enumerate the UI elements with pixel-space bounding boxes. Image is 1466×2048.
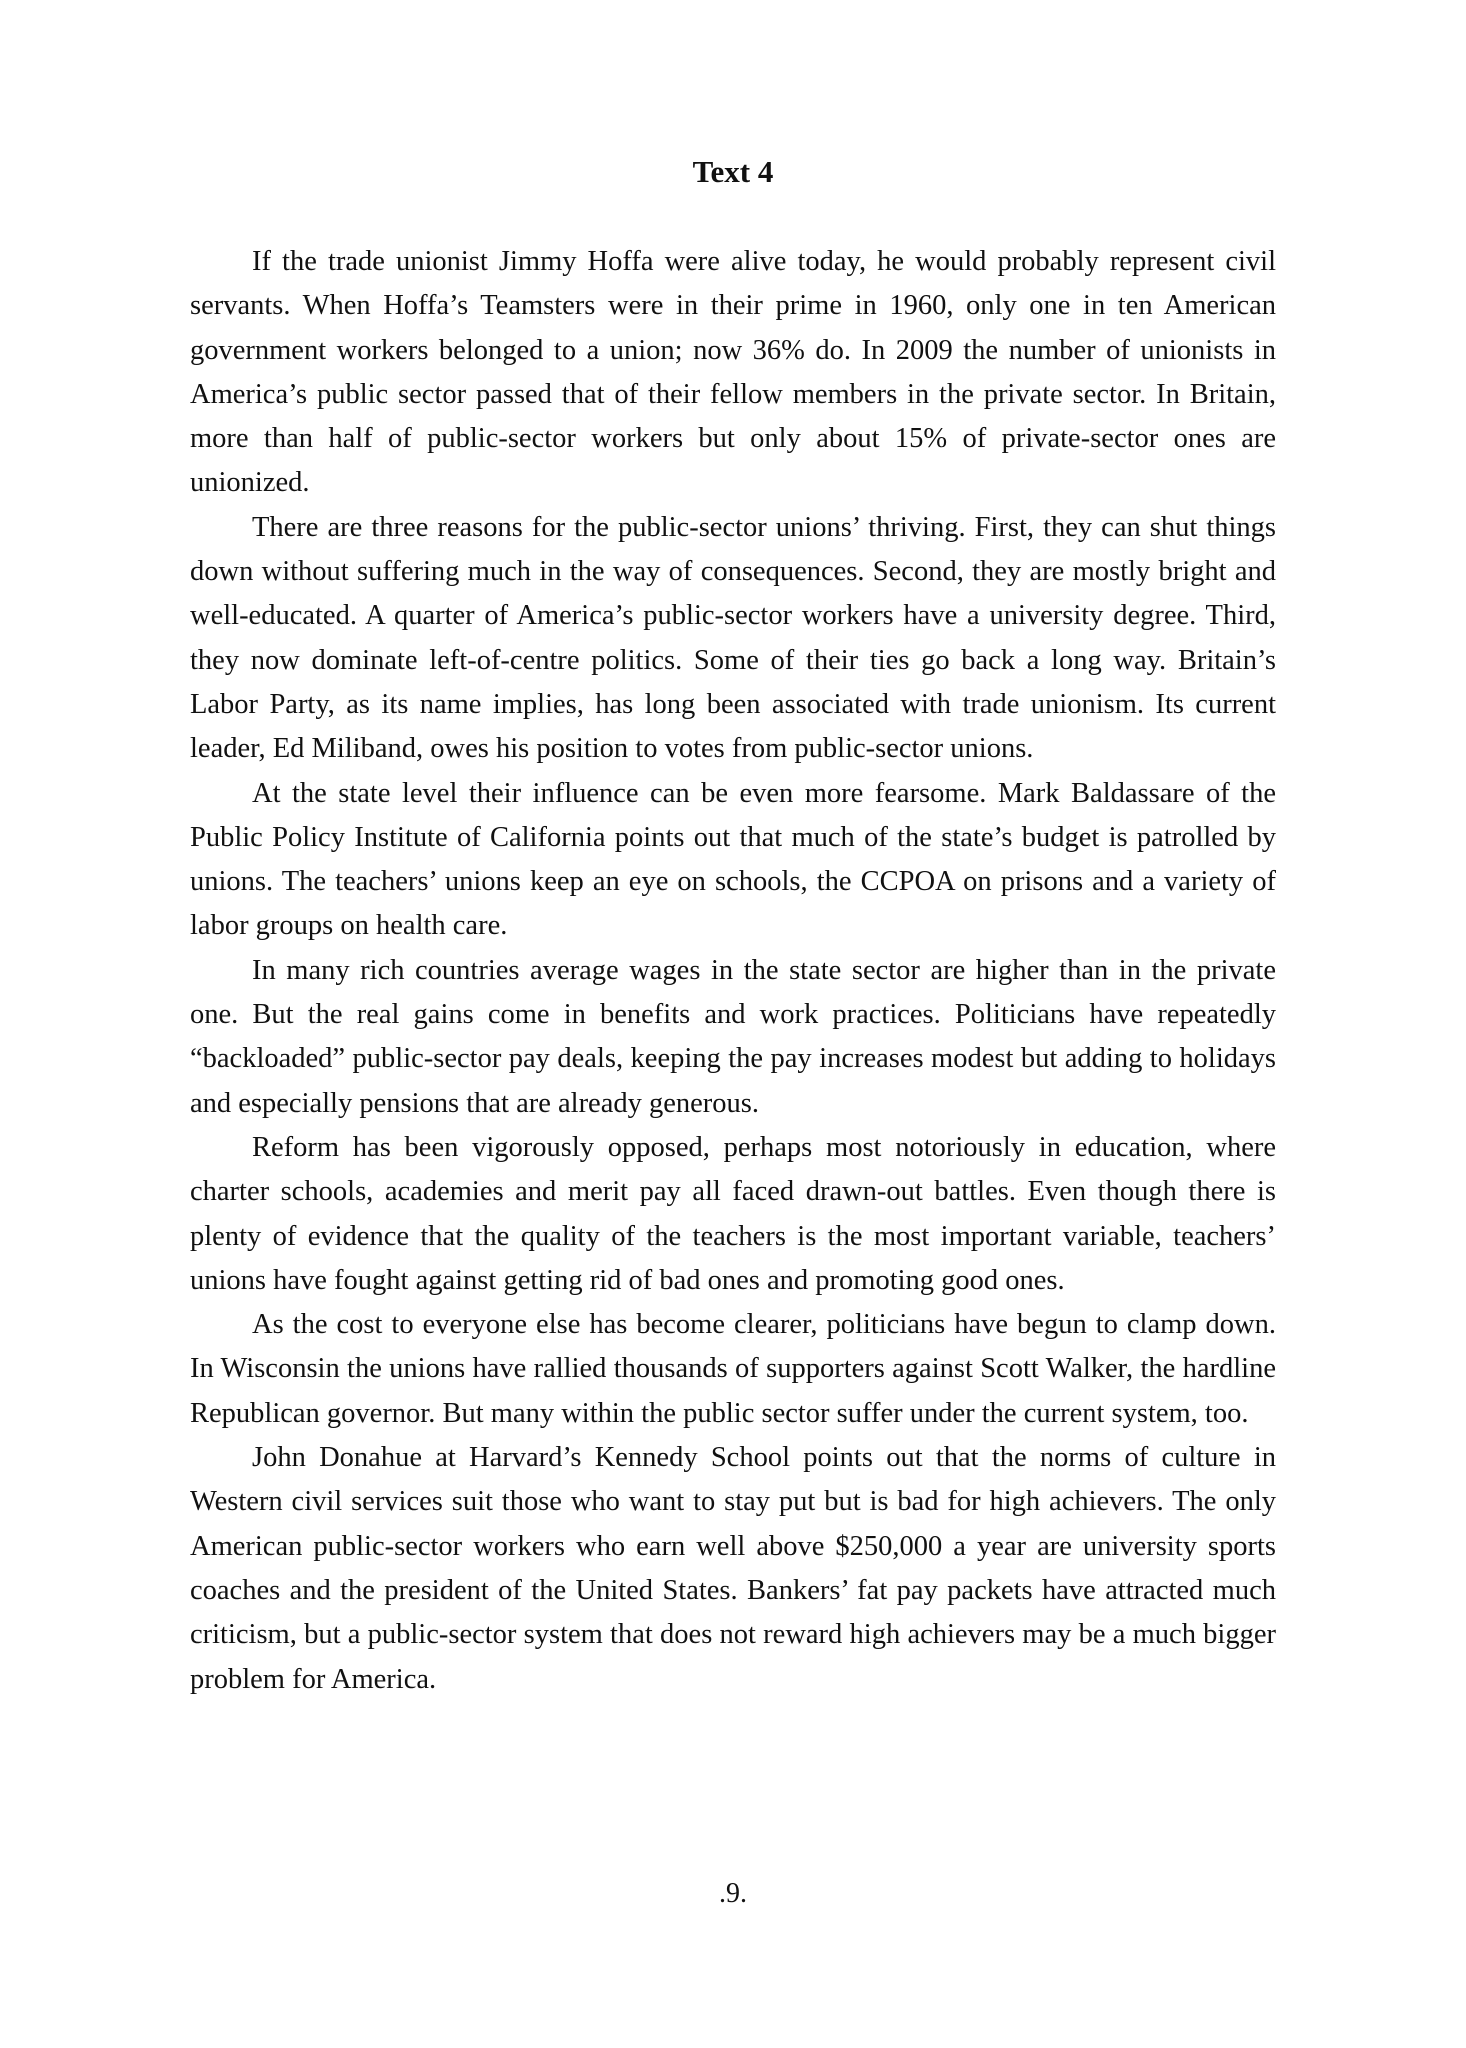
paragraph-4: In many rich countries average wages in the state sector are higher than in the private one. But the real gains come in benefits and work practices. Politicians have repeatedly “backloaded” public-sector pay deals, keeping the pay increases modest but adding to holidays and especially pensions that are already generous. [190, 954, 1276, 1119]
paragraph-3: At the state level their influence can be even more fearsome. Mark Baldassare of the Public Policy Institute of California points out that much of the state’s budget is patrolled by unions. The teachers’ unions keep an eye on schools, the CCPOA on prisons and a variety of labor groups on health care. [190, 777, 1276, 942]
article-body [190, 240, 1276, 1702]
page-title: Text 4 [692, 154, 774, 189]
paragraph-1: If the trade unionist Jimmy Hoffa were alive today, he would probably represent civil servants. When Hoffa’s Teamsters were in their prime in 1960, only one in ten American government workers belonged to a union; now 36% do. In 2009 the number of unionists in America’s public sector passed that of their fellow members in the private sector. In Britain, more than half of public-sector workers but only about 15% of private-sector ones are unionized. [190, 246, 1276, 499]
paragraph-7: John Donahue at Harvard’s Kennedy School points out that the norms of culture in Western civil services suit those who want to stay put but is bad for high achievers. The only American public-sector workers who earn well above $250,000 a year are university sports coaches and the president of the United States. Bankers’ fat pay packets have attracted much criticism, but a public-sector system that does not reward high achievers may be a much bigger problem for America. [190, 1442, 1276, 1695]
paragraph-6: As the cost to everyone else has become clearer, politicians have begun to clamp down. In Wisconsin the unions have rallied thousands of supporters against Scott Walker, the hardline Republican governor. But many within the public sector suffer under the current system, too. [190, 1309, 1276, 1429]
page-number: .9. [719, 1878, 747, 1909]
paragraph-5: Reform has been vigorously opposed, perhaps most notoriously in education, where charter schools, academies and merit pay all faced drawn-out battles. Even though there is plenty of evidence that the quality of the teachers is the most important variable, teachers’ unions have fought against getting rid of bad ones and promoting good ones. [190, 1131, 1276, 1296]
paragraph-2: There are three reasons for the public-sector unions’ thriving. First, they can shut things down without suffering much in the way of consequences. Second, they are mostly bright and well-educated. A quarter of America’s public-sector workers have a university degree. Third, they now dominate left-of-centre politics. Some of their ties go back a long way. Britain’s Labor Party, as its name implies, has long been associated with trade unionism. Its current leader, Ed Miliband, owes his position to votes from public-sector unions. [190, 511, 1276, 765]
